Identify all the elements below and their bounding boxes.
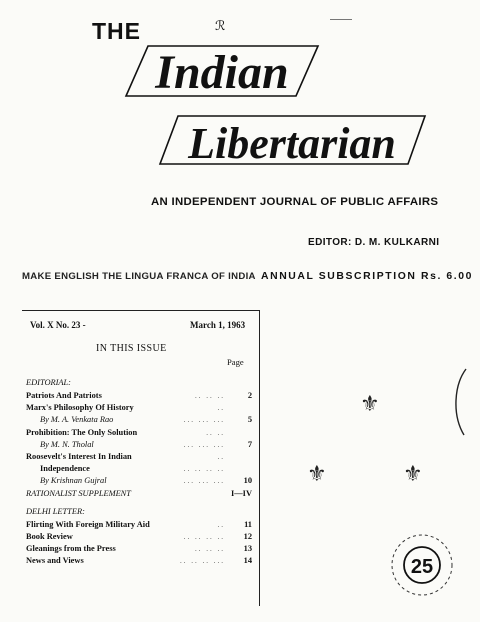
toc-row[interactable]: Prohibition: The Only Solution .. ..	[26, 427, 252, 439]
margin-bracket-mark	[450, 367, 470, 437]
issue-date: March 1, 1963	[190, 320, 246, 330]
toc-page: 5	[247, 415, 252, 425]
contents-right-rule	[259, 310, 260, 606]
toc-title: Roosevelt's Interest In Indian	[26, 452, 132, 462]
fleuron-icon: ⚜	[403, 461, 423, 486]
toc-title: Marx's Philosophy Of History	[26, 403, 134, 413]
toc-row[interactable]: By M. N. Tholal ... ... ... 7	[26, 439, 252, 451]
toc-title: Independence	[40, 464, 90, 474]
page-column-label: Page	[227, 357, 244, 367]
toc-row[interactable]: Roosevelt's Interest In Indian ..	[26, 451, 252, 463]
issue-volume: Vol. X No. 23 -	[30, 320, 86, 330]
fleuron-icon: ⚜	[360, 391, 380, 416]
title-line-1: Indian	[155, 46, 289, 99]
toc-row[interactable]: News and Views .. .. .. ... 14	[26, 555, 252, 567]
contents-top-rule	[22, 310, 260, 311]
toc-page: 13	[243, 544, 252, 554]
fleuron-icon: ⚜	[307, 461, 327, 486]
masthead-the: THE	[92, 18, 141, 44]
section-delhi-letter: DELHI LETTER:	[26, 506, 85, 516]
toc-page: 10	[243, 476, 252, 486]
toc-page: 12	[243, 532, 252, 542]
stamp-number: 25	[410, 556, 434, 578]
toc-title: Prohibition: The Only Solution	[26, 427, 138, 437]
toc-title: Patriots And Patriots	[26, 391, 102, 400]
postmark-stamp	[384, 527, 460, 603]
section-editorial: EDITORIAL:	[26, 378, 71, 387]
toc-page: 14	[243, 556, 252, 566]
toc-row[interactable]: By Krishnan Gujral ... ... ... 10	[26, 475, 252, 487]
toc-author: By M. N. Tholal	[40, 439, 94, 449]
toc-row[interactable]: Gleanings from the Press .. .. .. 13	[26, 543, 252, 555]
masthead-logo	[100, 28, 430, 193]
toc-title: Gleanings from the Press	[26, 544, 116, 554]
toc-row[interactable]: By M. A. Venkata Rao ... ... ... 5	[26, 414, 252, 426]
top-rule	[330, 19, 352, 20]
toc-page: 2	[247, 391, 252, 400]
slogan-left: MAKE ENGLISH THE LINGUA FRANCA OF INDIA	[22, 271, 256, 282]
toc-title: Book Review	[26, 532, 73, 542]
toc-author: By M. A. Venkata Rao	[40, 415, 114, 425]
ornament-mark: ℛ	[215, 18, 226, 33]
toc-author: By Krishnan Gujral	[40, 476, 107, 486]
toc-title: News and Views	[26, 556, 84, 566]
table-of-contents	[26, 376, 252, 568]
toc-page: I—IV	[231, 488, 252, 498]
toc-row[interactable]	[26, 488, 252, 500]
editor-credit: EDITOR: D. M. KULKARNI	[308, 237, 440, 248]
subscription-price: ANNUAL SUBSCRIPTION Rs. 6.00	[261, 271, 474, 282]
toc-row[interactable]: Book Review .. .. .. .. 12	[26, 531, 252, 543]
toc-title: Flirting With Foreign Military Aid	[26, 519, 150, 529]
toc-row[interactable]: Flirting With Foreign Military Aid .. 11	[26, 519, 252, 531]
toc-page: 7	[247, 439, 252, 449]
toc-row[interactable]: Patriots And Patriots .. .. .. 2	[26, 390, 252, 402]
toc-row[interactable]: Marx's Philosophy Of History ..	[26, 402, 252, 414]
title-line-2: Libertarian	[188, 119, 396, 168]
contents-heading: IN THIS ISSUE	[96, 343, 167, 354]
toc-row[interactable]: Independence .. .. .. ..	[26, 463, 252, 475]
tagline: AN INDEPENDENT JOURNAL OF PUBLIC AFFAIRS	[151, 196, 439, 208]
toc-page: 11	[244, 519, 252, 529]
toc-title: RATIONALIST SUPPLEMENT	[26, 488, 131, 498]
